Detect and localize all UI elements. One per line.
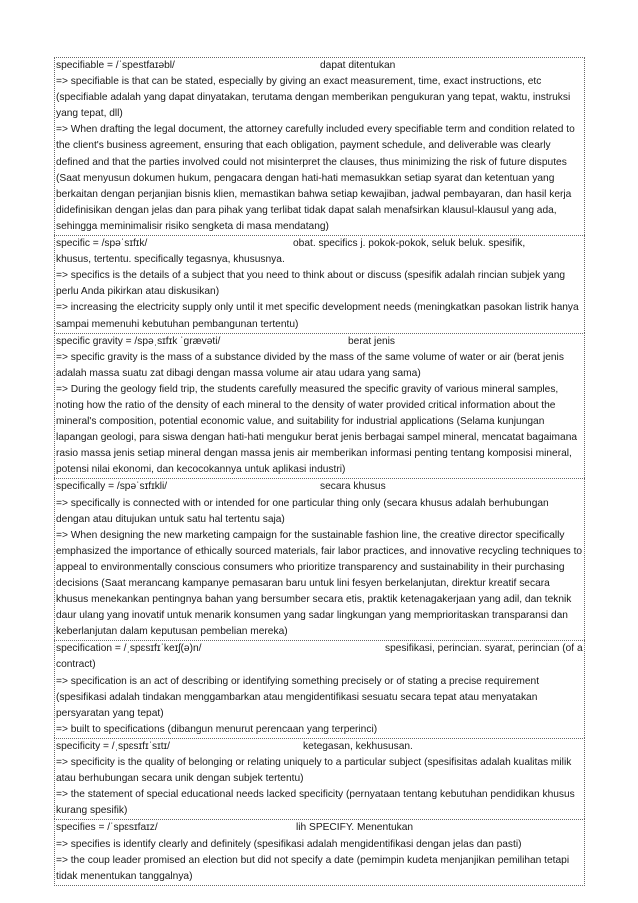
definition: => specific gravity is the mass of a substance divided by the mass of the same volume of water or air (berat jenis adalah massa suatu zat dibagi dengan massa volume air atau udara yang sama) <box>56 351 564 379</box>
definition: => specifically is connected with or intended for one particular thing only (secara khusus adalah berhubungan dengan atau ditujukan untuk satu hal tertentu saja) <box>56 497 549 525</box>
headword-meaning: berat jenis <box>348 335 396 347</box>
example-sentence: => the statement of special educational needs lacked specificity (pernyataan tentang kebutuhan pendidikan khusus kurang spesifik) <box>56 789 575 817</box>
headword: specifies = /ˈspɛsɪfaɪz/ <box>56 822 158 834</box>
definition: => specifiable is that can be stated, especially by giving an exact measurement, time, exact instructions, etc (specifiable adalah yang dapat dinyatakan, terutama dengan memberikan pengukuran yang tepat, waktu, instruksi yang tepat, dll) <box>56 76 571 120</box>
headword-meaning: spesifikasi, perincian. syarat, perincian (of a <box>385 643 583 655</box>
headword: specificity = /ˌspɛsɪfɪˈsɪtɪ/ <box>56 740 170 752</box>
entry-specification <box>54 640 585 738</box>
definition: => specificity is the quality of belonging or relating uniquely to a particular subject (spesifisitas adalah kualitas milik atau berhubungan secara unik dengan subjek tertentu) <box>56 757 572 785</box>
entry-header <box>56 479 583 495</box>
headword: specification = /ˌspɛsɪfɪˈkeɪʃ(ə)n/ <box>56 643 202 655</box>
definition: => specifies is identify clearly and definitely (spesifikasi adalah mengidentifikasi dengan jelas dan pasti) <box>56 838 522 850</box>
headword-meaning-continued: contract) <box>56 659 96 671</box>
headword-meaning-continued: khusus, tertentu. specifically tegasnya, khususnya. <box>56 254 285 266</box>
entry-specificity <box>54 738 585 819</box>
definition: => specification is an act of describing or identifying something precisely or of stating a precise requirement (spesifikasi adalah tindakan menggambarkan atau mengidentifikasi sesuatu secara tepat atau menyatakan persyaratan yang tepat) <box>56 675 540 719</box>
example-sentence: => increasing the electricity supply only until it met specific development needs (meningkatkan pasokan listrik hanya sampai memenuhi kebutuhan pembangunan tertentu) <box>56 302 579 330</box>
entry-specifiable <box>54 57 585 235</box>
entry-specifically <box>54 478 585 640</box>
headword: specifiable = /ˈspestfaɪəbl/ <box>56 60 175 71</box>
example-sentence: => When drafting the legal document, the attorney carefully included every specifiable term and condition related to the client's business agreement, ensuring that each obligation, payment schedule, and deliverable was clearly defined and that the parties involved could not misinterpret the clauses, thus minimizing the risk of future disputes (Saat menyusun dokumen hukum, pengacara dengan hati-hati memasukkan setiap syarat dan ketentuan yang berkaitan dengan perjanjian bisnis klien, memastikan bahwa setiap kewajiban, jadwal pembayaran, dan hasil kerja didefinisikan dengan jelas dan para pihak yang terlibat tidak dapat salah menafsirkan klausul-klausul yang ada, sehingga meminimalisir risiko sengketa di masa mendatang) <box>56 124 575 232</box>
entry-header <box>56 236 583 252</box>
definition: => specifics is the details of a subject that you need to think about or discuss (spesifik adalah rincian subjek yang perlu Anda pikirkan atau diskusikan) <box>56 270 566 298</box>
headword-meaning: ketegasan, kekhususan. <box>303 740 413 752</box>
example-sentence: => the coup leader promised an election but did not specify a date (pemimpin kudeta menjanjikan pemilihan tetapi tidak menentukan tanggalnya) <box>56 854 570 882</box>
example-sentence: => When designing the new marketing campaign for the sustainable fashion line, the creative director specifically emphasized the importance of ethically sourced materials, fair labor practices, and innovative recycling techniques to appeal to environmentally conscious consumers who prioritize transparency and sustainability in their purchasing decisions (Saat merancang kampanye pemasaran baru untuk lini fesyen berkelanjutan, direktur kreatif secara khusus menekankan pentingnya bahan yang bersumber secara etis, praktik ketenagakerjaan yang adil, dan teknik daur ulang yang inovatif untuk menarik konsumen yang sadar lingkungan yang memprioritaskan transparansi dan keberlanjutan dalam keputusan pembelian mereka) <box>56 529 583 638</box>
example-sentence: => built to specifications (dibangun menurut perencaan yang terperinci) <box>56 723 378 735</box>
entry-header <box>56 334 583 350</box>
entry-header <box>56 641 583 657</box>
example-sentence: => During the geology field trip, the students carefully measured the specific gravity of various mineral samples, noting how the ratio of the density of each mineral to the density of water provided critical information about the mineral's composition, potential economic value, and suitability for industrial applications (Selama kunjungan lapangan geologi, para siswa dengan hati-hati mengukur berat jenis berbagai sampel mineral, mencatat bagaimana rasio massa jenis setiap mineral dengan massa jenis air memberikan informasi penting tentang komposisi mineral, potensi nilai ekonomi, dan kecocokannya untuk aplikasi industri) <box>56 383 578 476</box>
dictionary-page <box>54 57 585 886</box>
entry-specifies <box>54 819 585 885</box>
entry-specific <box>54 235 585 333</box>
headword-meaning: obat. specifics j. pokok-pokok, seluk beluk. spesifik, <box>293 238 526 250</box>
headword: specific gravity = /spəˌsɪfɪk ˈɡrævəti/ <box>56 335 221 347</box>
entry-header <box>56 58 583 74</box>
headword-meaning: dapat ditentukan <box>320 60 396 71</box>
headword-meaning: secara khusus <box>320 481 386 493</box>
entry-header <box>56 739 583 755</box>
entry-header <box>56 820 583 836</box>
headword: specific = /spəˈsɪfɪk/ <box>56 238 148 250</box>
entry-specific-gravity <box>54 333 585 479</box>
headword: specifically = /spəˈsɪfɪkli/ <box>56 481 168 493</box>
headword-meaning: lih SPECIFY. Menentukan <box>296 822 414 834</box>
